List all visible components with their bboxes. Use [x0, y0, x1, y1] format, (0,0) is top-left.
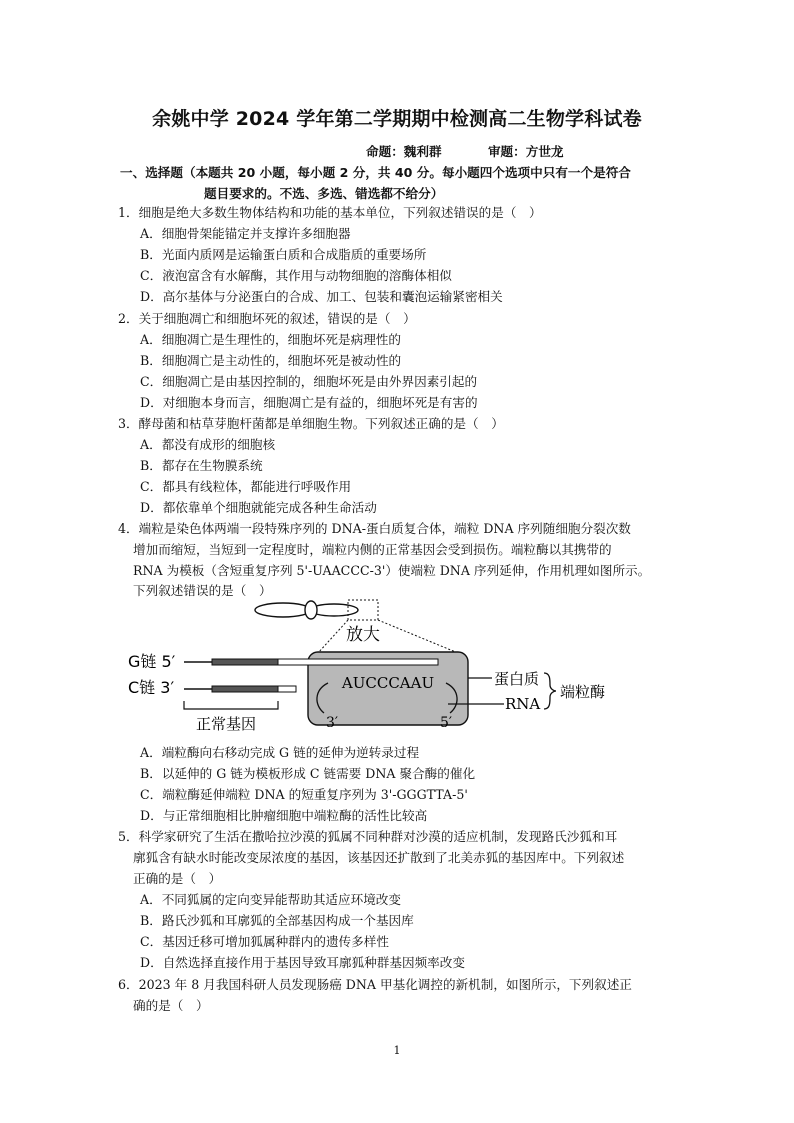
question-1-stem: 1．细胞是绝大多数生物体结构和功能的基本单位，下列叙述错误的是（ ）: [118, 205, 542, 220]
question-5-stem-2: 廓狐含有缺水时能改变尿浓度的基因，该基因还扩散到了北美赤狐的基因库中。下列叙述: [133, 850, 625, 865]
section-line-1: 一、选择题（本题共 20 小题，每小题 2 分，共 40 分。每小题四个选项中只有一个是符合: [120, 165, 631, 180]
question-4-stem-2: 增加而缩短，当短到一定程度时，端粒内侧的正常基因会受到损伤。端粒酶以其携带的: [133, 542, 612, 557]
section-line-2: 题目要求的。不选、多选、错选都不给分）: [204, 186, 444, 201]
question-4-stem-3: RNA 为模板（含短重复序列 5'-UAACCC-3'）使端粒 DNA 序列延伸，作用机理如图所示。: [133, 563, 651, 578]
question-1-option-c: C．液泡富含有水解酶，其作用与动物细胞的溶酶体相似: [140, 268, 452, 283]
question-2-option-b: B．细胞凋亡是主动性的，细胞坏死是被动性的: [140, 353, 402, 368]
question-2-option-d: D．对细胞本身而言，细胞凋亡是有益的，细胞坏死是有害的: [140, 395, 478, 410]
rna-label: RNA: [505, 695, 541, 713]
question-3-option-b: B．都存在生物膜系统: [140, 458, 263, 473]
g-chain-telomere: [278, 659, 438, 665]
c-chain-telomere: [278, 686, 296, 692]
rna-sequence: AUCCCAAU: [341, 674, 435, 692]
question-1-option-b: B．光面内质网是运输蛋白质和合成脂质的重要场所: [140, 247, 427, 262]
normal-gene-bracket: [184, 701, 278, 709]
question-4-option-a: A．端粒酶向右移动完成 G 链的延伸为逆转录过程: [140, 745, 420, 760]
c-chain-label: C链 3′: [128, 678, 175, 697]
question-3-stem: 3．酵母菌和枯草芽胞杆菌都是单细胞生物。下列叙述正确的是（ ）: [118, 416, 504, 431]
section-heading: [120, 162, 680, 204]
zoom-line-right: [378, 620, 458, 653]
question-6-stem-2: 确的是（ ）: [133, 998, 209, 1013]
rna-5-end: 5′: [440, 715, 453, 731]
question-3-option-c: C．都具有线粒体，都能进行呼吸作用: [140, 479, 352, 494]
question-3-option-d: D．都依靠单个细胞就能完成各种生命活动: [140, 500, 377, 515]
enzyme-label: 端粒酶: [560, 683, 606, 701]
question-5-option-d: D．自然选择直接作用于基因导致耳廓狐种群基因频率改变: [140, 955, 465, 970]
rna-3-end: 3′: [326, 715, 339, 731]
chromosome-icon: [255, 601, 358, 619]
question-5-option-c: C．基因迁移可增加狐属种群内的遗传多样性: [140, 934, 389, 949]
question-2-option-a: A．细胞凋亡是生理性的，细胞坏死是病理性的: [140, 332, 401, 347]
question-4-option-c: C．端粒酶延伸端粒 DNA 的短重复序列为 3'-GGGTTA-5': [140, 787, 468, 802]
question-1-option-a: A．细胞骨架能锚定并支撑许多细胞器: [140, 226, 351, 241]
g-chain-gene: [212, 659, 278, 665]
enzyme-brace: [544, 673, 556, 709]
question-4-stem-4: 下列叙述错误的是（ ）: [133, 583, 272, 598]
question-5-stem-3: 正确的是（ ）: [133, 871, 222, 886]
authors: [366, 141, 606, 160]
question-3-option-a: A．都没有成形的细胞核: [140, 437, 276, 452]
question-6-stem-1: 6．2023 年 8 月我国科研人员发现肠癌 DNA 甲基化调控的新机制，如图所示，下列叙述正: [118, 977, 632, 992]
zoom-label: 放大: [346, 625, 380, 645]
question-4-option-d: D．与正常细胞相比肿瘤细胞中端粒酶的活性比较高: [140, 808, 428, 823]
normal-gene-label: 正常基因: [196, 715, 257, 733]
question-5-option-a: A．不同狐属的定向变异能帮助其适应环境改变: [140, 892, 401, 907]
question-4-stem-1: 4．端粒是染色体两端一段特殊序列的 DNA-蛋白质复合体，端粒 DNA 序列随细胞分裂次数: [118, 521, 631, 536]
protein-label: 蛋白质: [494, 670, 540, 688]
reviewer: 审题：方世龙: [487, 144, 564, 159]
question-1-option-d: D．高尔基体与分泌蛋白的合成、加工、包装和囊泡运输紧密相关: [140, 289, 503, 304]
telomerase-diagram: [128, 595, 606, 741]
exam-title: 余姚中学 2024 学年第二学期期中检测高二生物学科试卷: [152, 108, 642, 130]
question-5-stem-1: 5．科学家研究了生活在撒哈拉沙漠的狐属不同种群对沙漠的适应机制，发现路氏沙狐和耳: [118, 829, 618, 844]
question-2-option-c: C．细胞凋亡是由基因控制的，细胞坏死是由外界因素引起的: [140, 374, 478, 389]
zoom-line-left: [318, 620, 348, 653]
setter: 命题：魏利群: [366, 144, 442, 159]
question-4-option-b: B．以延伸的 G 链为模板形成 C 链需要 DNA 聚合酶的催化: [140, 766, 476, 781]
page-number: 1: [393, 1044, 401, 1057]
question-5-option-b: B．路氏沙狐和耳廓狐的全部基因构成一个基因库: [140, 913, 414, 928]
c-chain-gene: [212, 686, 278, 692]
question-2-stem: 2．关于细胞凋亡和细胞坏死的叙述，错误的是（ ）: [118, 311, 416, 326]
g-chain-label: G链 5′: [128, 652, 176, 671]
